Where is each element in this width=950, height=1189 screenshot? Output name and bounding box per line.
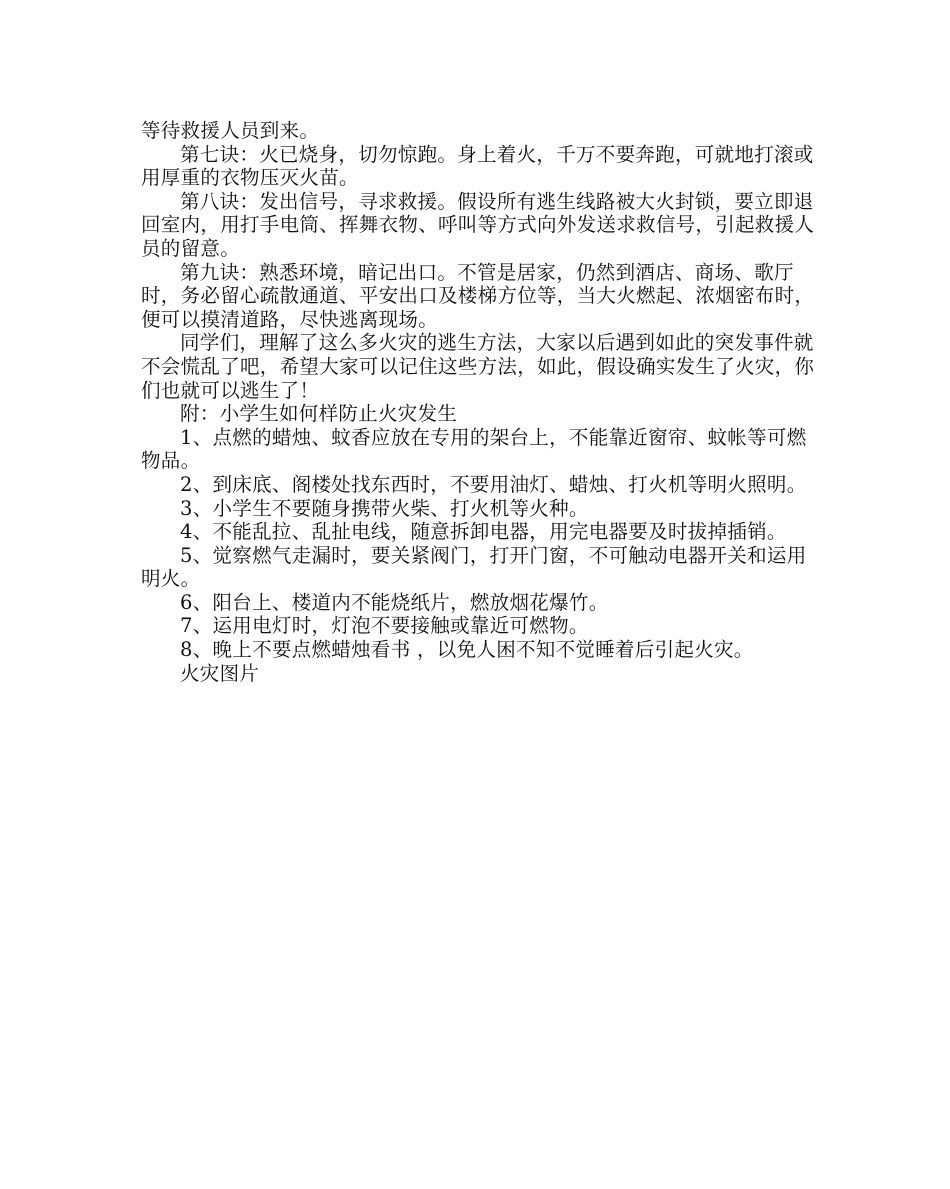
list-item: 4、不能乱拉、乱扯电线，随意拆卸电器，用完电器要及时拔掉插销。 xyxy=(180,520,787,544)
list-item: 1、点燃的蜡烛、蚊香应放在专用的架台上，不能靠近窗帘、蚊帐等可燃物品。 xyxy=(141,425,807,473)
paragraph-tip-8: 第八诀：发出信号，寻求救援。假设所有逃生线路被大火封锁，要立即退回室内，用打手电筒、挥舞衣物、呼叫等方式向外发送求救信号，引起救援人员的留意。 xyxy=(141,189,815,260)
image-caption: 火灾图片 xyxy=(180,661,260,685)
paragraph-tip-9: 第九诀：熟悉环境，暗记出口。不管是居家，仍然到酒店、商场、歌厅时，务必留心疏散通道、平安出口及楼梯方位等，当大火燃起、浓烟密布时，便可以摸清道路，尽快逃离现场。 xyxy=(141,260,815,331)
paragraph-tip-7: 第七诀：火已烧身，切勿惊跑。身上着火，千万不要奔跑，可就地打滚或用厚重的衣物压灭火苗。 xyxy=(141,142,814,190)
paragraph-continuation: 等待救援人员到来。 xyxy=(141,119,320,142)
document-body xyxy=(141,119,821,685)
list-item: 6、阳台上、楼道内不能烧纸片，燃放烟花爆竹。 xyxy=(180,590,609,614)
appendix-heading: 附：小学生如何样防止火灾发生 xyxy=(180,402,458,426)
list-item: 5、觉察燃气走漏时，要关紧阀门，打开门窗，不可触动电器开关和运用明火。 xyxy=(141,543,807,591)
list-item: 2、到床底、阁楼处找东西时，不要用油灯、蜡烛、打火机等明火照明。 xyxy=(180,472,807,496)
paragraph-summary: 同学们，理解了这么多火灾的逃生方法，大家以后遇到如此的突发事件就不会慌乱了吧，希望大家可以记住这些方法，如此，假设确实发生了火灾，你们也就可以逃生了！ xyxy=(141,331,815,402)
list-item: 3、小学生不要随身携带火柴、打火机等火种。 xyxy=(180,496,589,520)
list-item: 8、晚上不要点燃蜡烛看书 ，以免人困不知不觉睡着后引起火灾。 xyxy=(180,638,754,662)
list-item: 7、运用电灯时，灯泡不要接触或靠近可燃物。 xyxy=(180,614,589,638)
